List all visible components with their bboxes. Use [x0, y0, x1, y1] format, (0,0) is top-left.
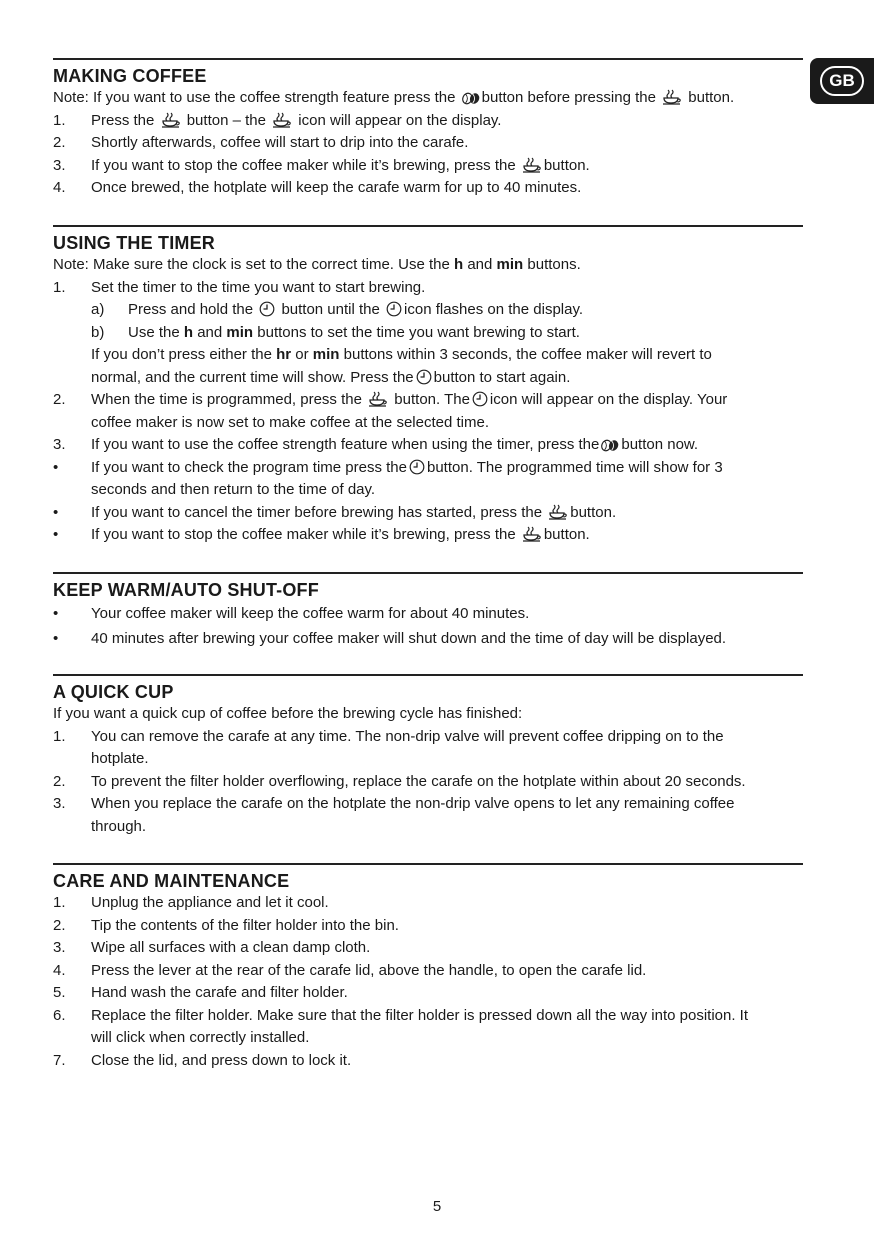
section-keep-warm [53, 572, 803, 651]
clock-icon [259, 301, 275, 317]
section-using-timer [53, 225, 803, 547]
continuation-text: through. [91, 817, 147, 835]
bullet-item: • If you want to stop the coffee maker while it’s brewing, press the button. [53, 526, 590, 543]
coffee-cup-icon [522, 157, 542, 173]
list-item: 4. Press the lever at the rear of the carafe lid, above the handle, to open the carafe lid. [53, 961, 647, 979]
bullet-item: • If you want to cancel the timer before brewing has started, press the button. [53, 503, 617, 521]
list-item: 3. If you want to stop the coffee maker while it’s brewing, press the button. [53, 156, 590, 174]
list-item: 3. If you want to use the coffee strength feature when using the timer, press the button now. [53, 436, 699, 453]
list-item: 5. Hand wash the carafe and filter holder. [53, 984, 348, 1001]
section-care-maintenance [53, 863, 803, 1072]
list-item: 6. Replace the filter holder. Make sure that the filter holder is pressed down all the way into position. It [53, 1006, 749, 1024]
note: Note: If you want to use the coffee strength feature press the button before pressing the button. [53, 89, 735, 106]
section-making-coffee [53, 58, 803, 200]
continuation-text: seconds and then return to the time of day. [91, 481, 376, 498]
list-item: 1. You can remove the carafe at any time. The non-drip valve will prevent coffee dripping on to the [53, 727, 724, 745]
coffee-cup-icon [522, 526, 542, 542]
coffee-cup-icon [548, 504, 568, 520]
sub-list-item: a) Press and hold the button until the icon flashes on the display. [91, 301, 584, 318]
coffee-bean-icon [601, 439, 619, 452]
language-tab [810, 58, 874, 104]
page-number: 5 [432, 1198, 442, 1215]
section-quick-cup [53, 674, 803, 838]
bullet-item: • 40 minutes after brewing your coffee maker will shut down and the time of day will be displayed. [53, 630, 727, 647]
list-item: 1. Press the button – the icon will appear on the display. [53, 111, 502, 129]
list-item: 7. Close the lid, and press down to lock it. [53, 1051, 352, 1069]
language-tab-label: GB [820, 66, 864, 96]
list-item: 4. Once brewed, the hotplate will keep the carafe warm for up to 40 minutes. [53, 179, 582, 196]
section-heading: MAKING COFFEE [53, 66, 207, 86]
note: Note: Make sure the clock is set to the correct time. Use the h and min buttons. [53, 256, 581, 273]
list-item: will click when correctly installed. [91, 1029, 310, 1046]
list-item: 2. To prevent the filter holder overflowing, replace the carafe on the hotplate within about 20 seconds. [53, 772, 746, 790]
continuation-text: normal, and the current time will show. Press the button to start again. [91, 368, 571, 386]
section-heading: KEEP WARM/AUTO SHUT-OFF [53, 580, 319, 600]
continuation-text: coffee maker is now set to make coffee at the selected time. [91, 413, 489, 431]
list-item: 1. Unplug the appliance and let it cool. [53, 894, 329, 911]
list-item: 3. Wipe all surfaces with a clean damp cloth. [53, 939, 371, 956]
coffee-cup-icon [662, 89, 682, 105]
clock-icon [472, 391, 488, 407]
list-item: 3. When you replace the carafe on the hotplate the non-drip valve opens to let any remaining coffee [53, 795, 735, 812]
intro-text: If you want a quick cup of coffee before the brewing cycle has finished: [53, 705, 523, 722]
list-item: 1. Set the timer to the time you want to start brewing. [53, 278, 426, 296]
continuation-text: If you don’t press either the hr or min buttons within 3 seconds, the coffee maker will revert to [91, 346, 712, 363]
clock-icon [409, 459, 425, 475]
section-heading: CARE AND MAINTENANCE [53, 871, 290, 891]
list-item: 2. Shortly afterwards, coffee will start to drip into the carafe. [53, 134, 469, 151]
coffee-bean-icon [462, 92, 480, 105]
list-item: 2. Tip the contents of the filter holder into the bin. [53, 916, 399, 934]
sub-list-item: b) Use the h and min buttons to set the time you want brewing to start. [91, 323, 580, 341]
coffee-cup-icon [368, 391, 388, 407]
coffee-cup-icon [272, 112, 292, 128]
clock-icon [386, 301, 402, 317]
clock-icon [416, 369, 432, 385]
bullet-item: • Your coffee maker will keep the coffee warm for about 40 minutes. [53, 605, 530, 622]
bullet-item: • If you want to check the program time press the button. The programmed time will show for 3 [53, 458, 723, 476]
continuation-text: hotplate. [91, 750, 149, 767]
section-heading: A QUICK CUP [53, 682, 174, 702]
list-item: 2. When the time is programmed, press the button. The icon will appear on the display. Your [53, 391, 728, 408]
section-heading: USING THE TIMER [53, 233, 216, 253]
coffee-cup-icon [161, 112, 181, 128]
